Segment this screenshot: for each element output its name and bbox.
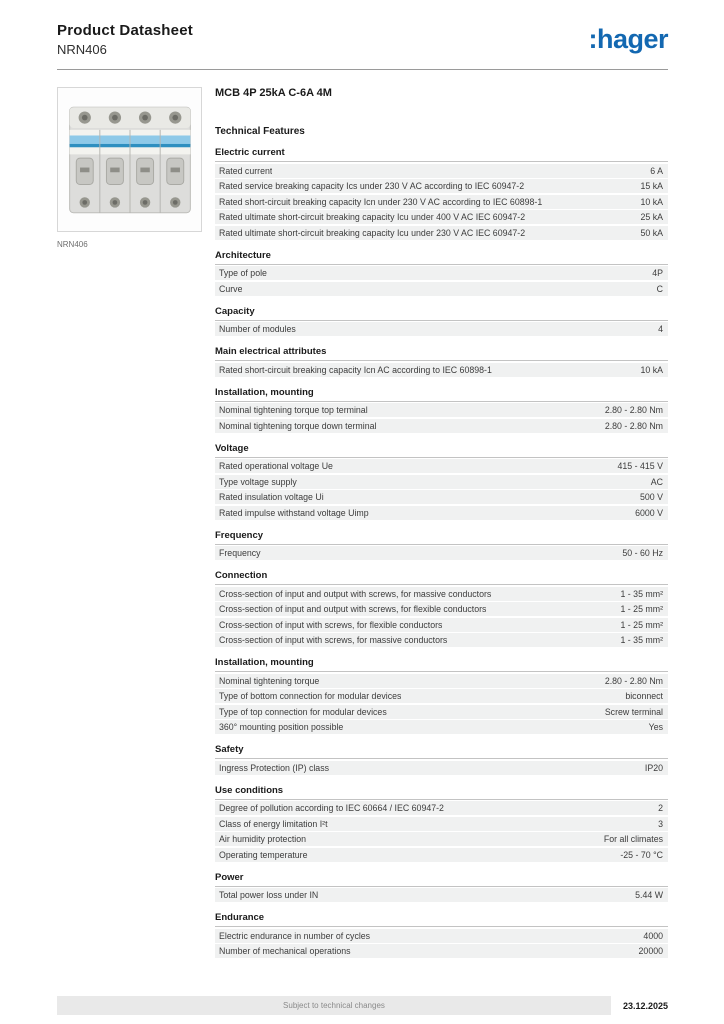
spec-row	[215, 587, 668, 601]
spec-row	[215, 602, 668, 616]
spec-row	[215, 633, 668, 647]
spec-label: Cross-section of input and output with screws, for flexible conductors	[219, 604, 487, 614]
spec-value: 500 V	[640, 492, 663, 502]
spec-row	[215, 459, 668, 473]
spec-row	[215, 490, 668, 504]
section-title: Installation, mounting	[215, 387, 668, 402]
spec-value: 4P	[652, 268, 663, 278]
spec-label: Air humidity protection	[219, 834, 307, 844]
spec-value: 10 kA	[640, 364, 663, 375]
spec-value: For all climates	[603, 834, 663, 844]
section-title: Electric current	[215, 147, 668, 162]
spec-value: 1 - 25 mm²	[620, 619, 663, 630]
spec-section	[215, 744, 668, 775]
spec-label: Rated short-circuit breaking capacity Icn under 230 V AC according to IEC 60898-1	[219, 196, 543, 207]
spec-label: Ingress Protection (IP) class	[219, 762, 329, 773]
spec-value: 50 kA	[640, 227, 663, 238]
spec-row	[215, 801, 668, 815]
spec-label: Rated insulation voltage Ui	[219, 492, 324, 502]
spec-row	[215, 419, 668, 433]
spec-section	[215, 443, 668, 520]
spec-section	[215, 306, 668, 337]
spec-value: 20000	[638, 946, 663, 956]
spec-sections	[215, 147, 668, 958]
spec-value: -25 - 70 °C	[620, 849, 663, 860]
spec-section	[215, 250, 668, 296]
spec-value: 50 - 60 Hz	[622, 548, 663, 558]
spec-value: 1 - 25 mm²	[620, 604, 663, 614]
spec-section	[215, 387, 668, 433]
section-title: Voltage	[215, 443, 668, 458]
spec-row	[215, 929, 668, 943]
spec-section	[215, 530, 668, 561]
section-title: Safety	[215, 744, 668, 759]
spec-row	[215, 848, 668, 862]
spec-value: 2	[658, 803, 663, 813]
spec-row	[215, 210, 668, 224]
spec-row	[215, 832, 668, 846]
spec-value: 15 kA	[640, 181, 663, 191]
spec-label: Type of bottom connection for modular devices	[219, 691, 402, 701]
spec-value: 4000	[643, 930, 663, 941]
spec-row	[215, 618, 668, 632]
spec-value: biconnect	[625, 691, 663, 701]
spec-value: 6000 V	[635, 507, 663, 518]
image-column	[57, 87, 215, 958]
spec-row	[215, 817, 668, 831]
footer-bar	[57, 996, 611, 1015]
spec-value: 3	[658, 818, 663, 829]
spec-label: Curve	[219, 283, 243, 294]
spec-label: Cross-section of input and output with screws, for massive conductors	[219, 588, 492, 599]
spec-row	[215, 322, 668, 336]
spec-label: Degree of pollution according to IEC 60664 / IEC 60947-2	[219, 803, 444, 813]
spec-label: Rated short-circuit breaking capacity Icn AC according to IEC 60898-1	[219, 364, 492, 375]
spec-row	[215, 363, 668, 377]
header-titles	[57, 22, 193, 57]
spec-value: C	[656, 283, 663, 294]
section-title: Capacity	[215, 306, 668, 321]
section-title: Frequency	[215, 530, 668, 545]
spec-label: Number of mechanical operations	[219, 946, 351, 956]
spec-section	[215, 570, 668, 647]
section-title: Main electrical attributes	[215, 346, 668, 361]
spec-row	[215, 674, 668, 688]
spec-section	[215, 785, 668, 862]
spec-value: 5.44 W	[635, 890, 663, 900]
spec-row	[215, 226, 668, 240]
spec-row	[215, 705, 668, 719]
section-title: Use conditions	[215, 785, 668, 800]
section-title: Power	[215, 872, 668, 887]
footer	[57, 996, 668, 1015]
spec-label: Type of top connection for modular devices	[219, 706, 387, 717]
spec-row	[215, 179, 668, 193]
section-title: Connection	[215, 570, 668, 585]
spec-section	[215, 912, 668, 958]
spec-value: 2.80 - 2.80 Nm	[604, 405, 663, 415]
footer-note: Subject to technical changes	[283, 1001, 385, 1010]
spec-label: Rated impulse withstand voltage Uimp	[219, 507, 369, 518]
main-content	[57, 87, 668, 958]
spec-value: 2.80 - 2.80 Nm	[604, 675, 663, 686]
spec-section	[215, 657, 668, 734]
header-divider	[57, 69, 668, 70]
spec-value: 25 kA	[640, 212, 663, 222]
spec-value: 415 - 415 V	[617, 461, 663, 471]
spec-row	[215, 282, 668, 296]
spec-label: Rated ultimate short-circuit breaking capacity Icu under 400 V AC IEC 60947-2	[219, 212, 526, 222]
spec-label: Frequency	[219, 548, 261, 558]
spec-row	[215, 475, 668, 489]
spec-value: Yes	[648, 722, 663, 732]
spec-row	[215, 546, 668, 560]
spec-label: Nominal tightening torque top terminal	[219, 405, 368, 415]
spec-section	[215, 872, 668, 903]
spec-label: Rated current	[219, 165, 273, 176]
page-title: Product Datasheet	[57, 22, 193, 39]
spec-row	[215, 720, 668, 734]
spec-row	[215, 403, 668, 417]
spec-value: 2.80 - 2.80 Nm	[604, 420, 663, 431]
product-reference: NRN406	[57, 42, 107, 57]
product-title: MCB 4P 25kA C-6A 4M	[215, 87, 332, 99]
spec-value: 10 kA	[640, 196, 663, 207]
spec-label: Cross-section of input with screws, for flexible conductors	[219, 619, 443, 630]
spec-label: Operating temperature	[219, 849, 308, 860]
spec-label: Number of modules	[219, 324, 296, 334]
spec-label: Electric endurance in number of cycles	[219, 930, 371, 941]
mcb-illustration	[64, 94, 196, 226]
section-title: Installation, mounting	[215, 657, 668, 672]
spec-label: Class of energy limitation I²t	[219, 818, 328, 829]
technical-features-heading: Technical Features	[215, 126, 305, 137]
spec-label: Nominal tightening torque	[219, 675, 320, 686]
spec-row	[215, 944, 668, 958]
spec-label: 360° mounting position possible	[219, 722, 344, 732]
product-image	[57, 87, 202, 232]
spec-value: IP20	[644, 762, 663, 773]
hager-logo: :hager	[588, 24, 668, 54]
spec-column	[215, 87, 668, 958]
spec-row	[215, 506, 668, 520]
spec-label: Rated operational voltage Ue	[219, 461, 333, 471]
section-title: Architecture	[215, 250, 668, 265]
spec-value: Screw terminal	[604, 706, 663, 717]
spec-row	[215, 689, 668, 703]
spec-value: 1 - 35 mm²	[620, 588, 663, 599]
spec-row	[215, 164, 668, 178]
spec-section	[215, 346, 668, 377]
spec-label: Total power loss under IN	[219, 890, 319, 900]
spec-label: Nominal tightening torque down terminal	[219, 420, 377, 431]
header	[57, 22, 668, 57]
spec-label: Cross-section of input with screws, for massive conductors	[219, 635, 448, 645]
spec-section	[215, 147, 668, 240]
spec-row	[215, 888, 668, 902]
spec-value: AC	[650, 476, 663, 487]
spec-label: Type of pole	[219, 268, 267, 278]
spec-row	[215, 195, 668, 209]
spec-value: 4	[658, 324, 663, 334]
spec-value: 1 - 35 mm²	[620, 635, 663, 645]
section-title: Endurance	[215, 912, 668, 927]
spec-label: Type voltage supply	[219, 476, 297, 487]
spec-label: Rated ultimate short-circuit breaking capacity Icu under 230 V AC IEC 60947-2	[219, 227, 526, 238]
spec-row	[215, 761, 668, 775]
image-caption: NRN406	[57, 240, 88, 249]
spec-value: 6 A	[650, 165, 663, 176]
spec-label: Rated service breaking capacity Ics under 230 V AC according to IEC 60947-2	[219, 181, 525, 191]
footer-date: 23.12.2025	[622, 1000, 668, 1011]
spec-row	[215, 266, 668, 280]
